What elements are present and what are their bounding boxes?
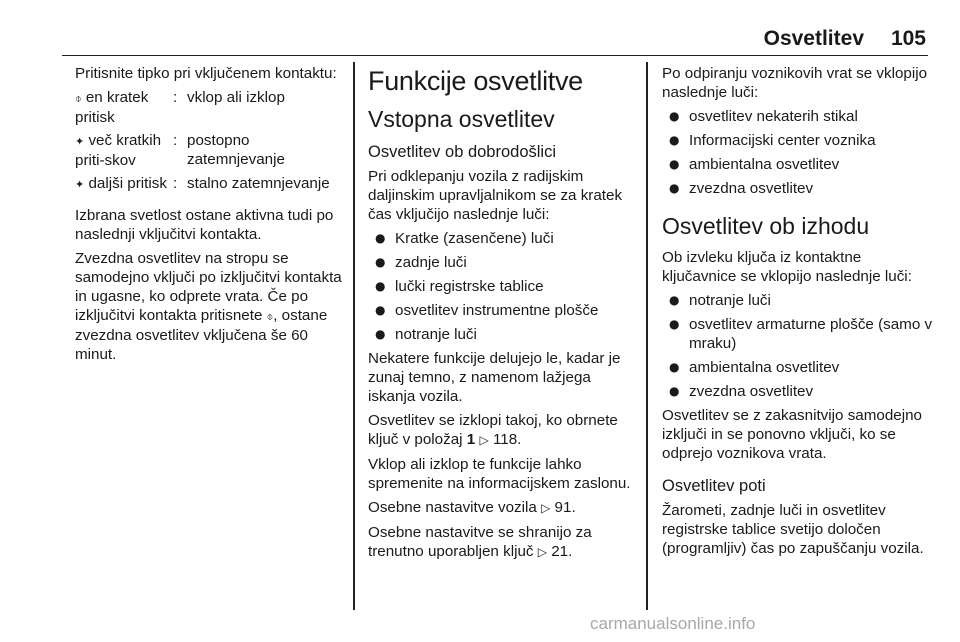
list-item: ● zvezdna osvetlitev [662, 179, 934, 198]
column-divider-left [353, 62, 355, 610]
list-item: ● Informacijski center voznika [662, 131, 934, 150]
column-left [75, 64, 345, 369]
list-item: ● notranje luči [368, 325, 636, 344]
bullet-list [662, 291, 934, 401]
intro-text: Pritisnite tipko pri vključenem kontaktu: [75, 65, 337, 82]
subsection-heading: Vstopna osvetlitev [368, 106, 555, 132]
page-reference: 118. [492, 431, 522, 448]
topic-heading: Osvetlitev ob dobrodošlici [368, 143, 557, 161]
dimmer-icon: ✦ [75, 135, 85, 148]
paragraph: Po odpiranju voznikovih vrat se vklopijo naslednje luči: [662, 65, 928, 101]
page-reference-icon: ▷ [541, 501, 551, 515]
list-item: ● osvetlitev armaturne plošče (samo v mraku) [662, 315, 934, 353]
page-header [62, 26, 928, 56]
option-value: postopno zatemnjevanje [187, 132, 285, 168]
page-title: Osvetlitev [763, 27, 864, 50]
option-row [75, 131, 345, 170]
power-icon: ⌽ [266, 310, 274, 323]
paragraph: Osvetlitev se izklopi takoj, ko obrnete ključ v položaj 1 ▷ 118. [368, 412, 618, 448]
paragraph: Osebne nastavitve vozila ▷ 91. [368, 499, 576, 516]
option-row [75, 88, 345, 127]
option-value: vklop ali izklop [187, 89, 285, 106]
list-item: ● Kratke (zasenčene) luči [368, 229, 636, 248]
option-colon: : [173, 132, 178, 149]
column-middle [368, 64, 636, 567]
list-item: ● osvetlitev nekaterih stikal [662, 107, 934, 126]
options-table [75, 88, 345, 194]
paragraph: Žarometi, zadnje luči in osvetlitev registrske tablice svetijo določen (programljiv) čas po zapuščanju vozila. [662, 502, 924, 557]
list-item: ● ambientalna osvetlitev [662, 155, 934, 174]
column-right [662, 64, 934, 563]
paragraph: Zvezdna osvetlitev na stropu se samodejno vključi po izključitvi kontakta in ugasne, ko odprete vrata. Če po izključitvi kontakta pritisnete ⌽, ostane zvezdna osvetlitev vključena še 60 minut. [75, 250, 342, 363]
page-reference-icon: ▷ [537, 545, 547, 559]
paragraph: Ob izvleku ključa iz kontaktne ključavnice se vklopijo naslednje luči: [662, 249, 912, 285]
option-value: stalno zatemnjevanje [187, 175, 330, 192]
paragraph: Osvetlitev se z zakasnitvijo samodejno izključi in se ponovno vključi, ko se odprejo voznikova vrata. [662, 407, 922, 462]
power-icon: ⌽ [75, 92, 82, 105]
option-key: en kratek pritisk [75, 89, 149, 126]
list-item: ● lučki registrske tablice [368, 277, 636, 296]
page-reference: 21. [551, 543, 573, 560]
page-number: 105 [890, 27, 926, 50]
dimmer-icon: ✦ [75, 178, 85, 191]
list-item: ● zadnje luči [368, 253, 636, 272]
page-reference-icon: ▷ [479, 433, 489, 447]
option-key: daljši pritisk [88, 175, 167, 192]
bullet-list [368, 229, 636, 344]
paragraph: Vklop ali izklop te funkcije lahko spremenite na informacijskem zaslonu. [368, 456, 631, 492]
bullet-list [662, 107, 934, 198]
topic-heading: Osvetlitev poti [662, 477, 766, 495]
list-item: ● notranje luči [662, 291, 934, 310]
watermark: carmanualsonline.info [590, 614, 756, 633]
option-key: več kratkih priti-skov [75, 132, 162, 169]
list-item: ● osvetlitev instrumentne plošče [368, 301, 636, 320]
paragraph: Nekatere funkcije delujejo le, kadar je zunaj temno, z namenom lažjega iskanja vozila. [368, 350, 621, 405]
subsection-heading: Osvetlitev ob izhodu [662, 213, 870, 239]
list-item: ● ambientalna osvetlitev [662, 358, 934, 377]
list-item: ● zvezdna osvetlitev [662, 382, 934, 401]
section-heading: Funkcije osvetlitve [368, 66, 583, 96]
paragraph: Pri odklepanju vozila z radijskim daljinskim upravljalnikom se za kratek čas vključijo naslednje luči: [368, 168, 623, 223]
column-divider-right [646, 62, 648, 610]
option-colon: : [173, 89, 178, 106]
option-row [75, 174, 345, 194]
paragraph: Osebne nastavitve se shranijo za trenutno uporabljen ključ ▷ 21. [368, 524, 592, 560]
paragraph: Izbrana svetlost ostane aktivna tudi po naslednji vključitvi kontakta. [75, 207, 334, 243]
key-position: 1 [466, 431, 476, 448]
option-colon: : [173, 175, 178, 192]
page-reference: 91. [554, 499, 576, 516]
